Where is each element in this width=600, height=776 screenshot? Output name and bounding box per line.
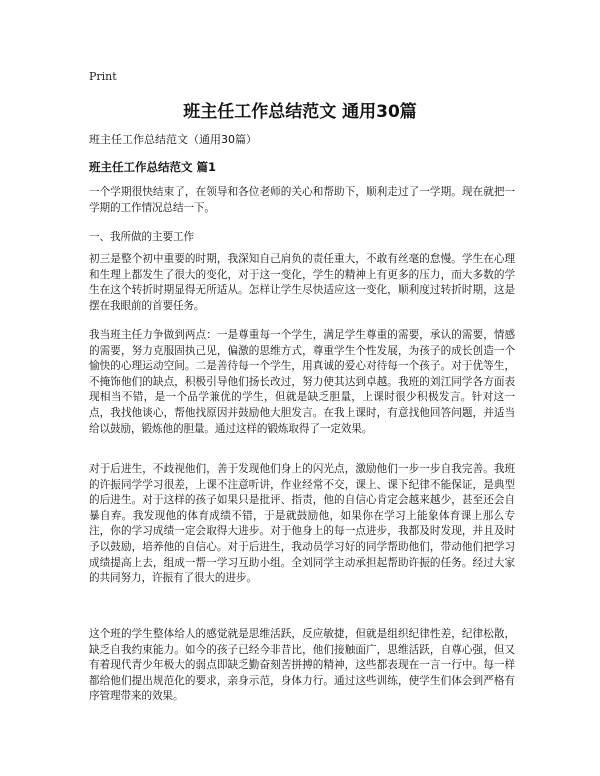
- paragraph-heading-main-work: 一、我所做的主要工作: [89, 231, 194, 243]
- paragraph-two-points: 我当班主任力争做到两点：一是尊重每一个学生，满足学生尊重的需要，承认的需要，情感的需要，努力克服固执己见，偏激的思维方式，尊重学生个性发展，为孩子的成长创造一个愉快的心理运动空间。二是善待每一个学生，用真诚的爱心对待每一个孩子。对于优等生，不掩饰他们的缺点，积极引导他们扬长改过，努力使其达到卓越。我班的刘江同学各方面表现相当不错，是一个品学兼优的学生，但就是缺乏胆量，上课时很少积极发言。针对这一点，我找他谈心，帮他找原因并鼓励他大胆发言。在我上课时，有意找他回答问题，并适当给以鼓励，锻炼他的胆量。通过这样的锻炼取得了一定效果。: [89, 329, 515, 435]
- print-link[interactable]: Print: [89, 70, 117, 83]
- section-heading: 班主任工作总结范文 篇1: [89, 160, 217, 174]
- paragraph-class-discipline: 这个班的学生整体给人的感觉就是思维活跃，反应敏捷，但就是组织纪律性差，纪律松散，缺乏自我约束能力。如今的孩子已经今非昔比，他们接触面广，思维活跃，自尊心强，但又有着现代青少年极大的弱点即缺乏勤奋刻苦拼搏的精神，这些都表现在一言一行中。每一样都给他们提出规范化的要求，亲身示范，身体力行。通过这些训练，使学生们体会到严格有序管理带来的效果。: [89, 628, 515, 703]
- paragraph-grade-three: 初三是整个初中重要的时期，我深知自己肩负的责任重大，不敢有丝毫的怠慢。学生在心理和生理上都发生了很大的变化，对于这一变化，学生的精神上有更多的压力，而大多数的学生在这个转折时期显得无所适从。怎样让学生尽快适应这一变化，顺利度过转折时期，这是摆在我眼前的首要任务。: [89, 253, 515, 312]
- document-title: 班主任工作总结范文 通用30篇: [183, 102, 417, 122]
- paragraph-intro: 一个学期很快结束了，在领导和各位老师的关心和帮助下，顺利走过了一学期。现在就把一学期的工作情况总结一下。: [89, 186, 515, 214]
- document-subtitle: 班主任工作总结范文（通用30篇）: [89, 133, 257, 146]
- paragraph-underachievers: 对于后进生，不歧视他们，善于发现他们身上的闪光点，激励他们一步一步自我完善。我班的许振同学学习很差，上课不注意听讲，作业经常不交，课上、课下纪律不能保证，是典型的后进生。对于这样的孩子如果只是批评、指责，他的自信心肯定会越来越少，甚至还会自暴自弃。我发现他的体育成绩不错，于是就鼓励他，如果你在学习上能象体育课上那么专注，你的学习成绩一定会取得大进步。对于他身上的每一点进步，我都及时发现，并且及时予以鼓励，培养他的自信心。对于后进生，我动员学习好的同学帮助他们，带动他们把学习成绩提高上去，组成一帮一学习互助小组。全刘同学主动承担起帮助许振的任务。经过大家的共同努力，许振有了很大的进步。: [89, 463, 515, 585]
